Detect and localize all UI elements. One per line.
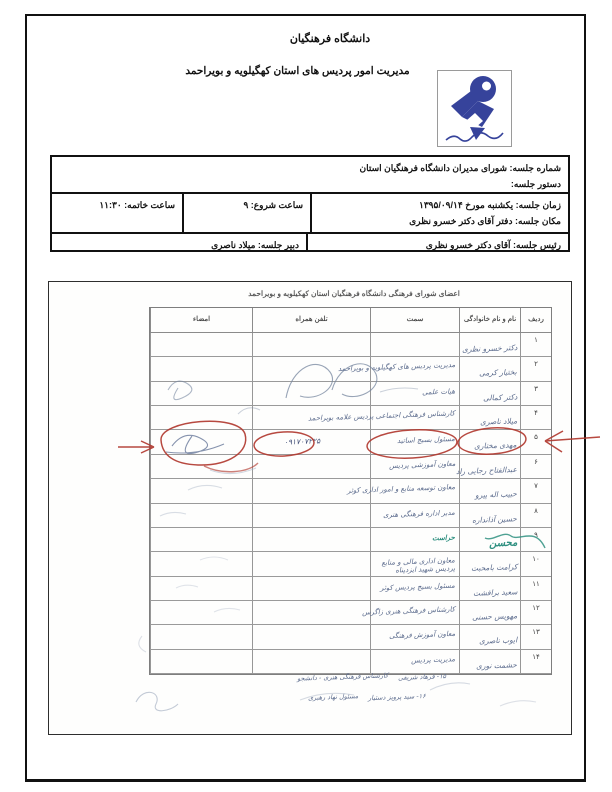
handwritten-position: هیات علمی (421, 387, 456, 397)
handwritten-name: محسن (488, 537, 518, 550)
meeting-number: شماره جلسه: شورای مدیران دانشگاه فرهنگیان استان (359, 163, 561, 173)
handwritten-name: مهویس حسنی (471, 611, 518, 622)
attendance-sig-cell (150, 528, 252, 552)
attendance-phone-cell (252, 552, 370, 576)
handwritten-position: مدیر اداره فرهنگی هنری (383, 508, 456, 519)
attendance-num-cell: ۱۰ (520, 552, 551, 576)
handwritten-position: معاون اداری مالی و منابع پردیس شهید ایزدپناه (381, 556, 456, 575)
meeting-number-row (52, 157, 568, 194)
attendance-position-cell (370, 577, 459, 601)
handwritten-position: مسئول بسیج اساتید (397, 435, 456, 446)
column-header-position: سمت (370, 308, 459, 333)
attendance-num-cell: ۱۴ (520, 650, 551, 674)
attendance-phone-cell (252, 430, 370, 454)
handwritten-position: مدیریت پردیس (410, 654, 456, 665)
attendance-num-cell: ۱۱ (520, 577, 551, 601)
handwritten-position: مسئول بسیج پردیس کوثر (380, 581, 456, 592)
attendance-sig-cell (150, 650, 252, 674)
attendance-name-cell (455, 455, 520, 479)
attendance-sig-cell (150, 455, 252, 479)
attendance-num-cell: ۲ (520, 357, 551, 381)
attendance-phone-cell (252, 577, 370, 601)
department-title: مدیریت امور پردیس های استان کهگیلویه و بویراحمد (185, 65, 410, 77)
attendance-name-cell (459, 552, 520, 576)
attendance-sig-cell (150, 577, 252, 601)
handwritten-name: دکتر کمالی (482, 392, 518, 403)
attendance-position-cell (370, 625, 459, 649)
end-time: ساعت خاتمه: ۱۱:۳۰ (99, 200, 175, 210)
column-header-name: نام و نام خانوادگی (459, 308, 520, 333)
attendance-phone-cell (252, 479, 370, 503)
meeting-location: مکان جلسه: دفتر آقای دکتر خسرو نظری (409, 216, 561, 226)
attendance-phone-cell (252, 625, 370, 649)
attendance-sig-cell (150, 504, 252, 528)
handwritten-name: حشمت نوری (475, 659, 518, 671)
handwritten-position: کارشناس فرهنگی اجتماعی پردیس علامه بویراحمد (307, 409, 456, 423)
attendance-num-cell: ۶ (520, 455, 551, 479)
handwritten-position: کارشناس فرهنگی هنری زاگرس (361, 605, 456, 617)
attendance-name-cell (459, 357, 520, 381)
attendance-phone-cell (252, 528, 370, 552)
attendance-phone-cell (252, 382, 370, 406)
attendance-sig-cell (150, 333, 252, 357)
attendance-name-cell (459, 430, 520, 454)
start-time: ساعت شروع: ۹ (182, 194, 310, 232)
attendance-table (149, 307, 552, 675)
attendance-sig-cell (150, 430, 252, 454)
attendance-position-cell (337, 357, 459, 381)
chairman: رئیس جلسه: آقای دکتر خسرو نظری (306, 234, 568, 252)
extra-row-name: ۱۵- فرهاد شریفی (397, 672, 447, 682)
attendance-name-cell (459, 333, 520, 357)
handwritten-position: معاون توسعه منابع و امور اداری کوثر (346, 483, 456, 496)
attendance-name-cell (459, 406, 520, 430)
handwritten-position: مدیریت پردیس های کهگیلویه و بویراحمد (337, 361, 456, 374)
column-header-sig: امضاء (150, 308, 252, 333)
attendance-num-cell: ۱۳ (520, 625, 551, 649)
attendance-sig-cell (150, 601, 252, 625)
attendance-num-cell: ۷ (520, 479, 551, 503)
attendance-phone-cell (252, 333, 370, 357)
handwritten-name: دکتر خسرو نظری (461, 343, 518, 354)
handwritten-phone: ۰۹۱۷۰۷۲۲۵ (283, 436, 321, 448)
column-header-num: ردیف (520, 308, 551, 333)
handwritten-position: معاون آموزش فرهنگی (388, 630, 456, 641)
attendance-num-cell: ۱ (520, 333, 551, 357)
attendance-position-cell (370, 455, 459, 479)
attendance-position-cell (370, 333, 459, 357)
handwritten-name: میلاد ناصری (479, 416, 518, 427)
column-header-phone: تلفن همراه (252, 308, 370, 333)
attendance-phone-cell (252, 650, 370, 674)
attendance-name-cell (459, 577, 520, 601)
attendance-name-cell (459, 504, 520, 528)
attendance-sheet-scan (48, 281, 572, 735)
attendance-position-cell (361, 601, 459, 625)
attendance-num-cell: ۹ (520, 528, 551, 552)
handwritten-name: ایوب ناصری (478, 635, 518, 646)
attendance-name-cell (459, 650, 520, 674)
handwritten-name: حبیب اله پیرو (475, 489, 518, 500)
attendance-num-cell: ۵ (520, 430, 551, 454)
attendance-extra-row (266, 673, 446, 681)
extra-row-name: ۱۶- سید پرویز دستیار (368, 691, 427, 703)
handwritten-name: کرامت بامحبت (470, 562, 518, 574)
attendance-phone-cell (252, 357, 370, 381)
attendance-name-cell (459, 382, 520, 406)
attendance-name-cell (459, 601, 520, 625)
attendance-num-cell: ۴ (520, 406, 551, 430)
attendance-num-cell: ۸ (520, 504, 551, 528)
attendance-name-cell (459, 528, 520, 552)
handwritten-position: حراست (431, 533, 456, 543)
handwritten-name: حسین آذانداره (471, 513, 518, 525)
attendance-position-cell (370, 552, 459, 576)
attendance-name-cell (459, 479, 520, 503)
attendance-sig-cell (150, 382, 252, 406)
attendance-position-cell (370, 382, 459, 406)
attendance-position-cell (370, 528, 459, 552)
handwritten-name: مهدی مختاری (474, 440, 518, 452)
university-title: دانشگاه فرهنگیان (289, 33, 371, 45)
attendance-sig-cell (150, 479, 252, 503)
attendance-position-cell (346, 479, 459, 503)
handwritten-name: سعید برافشت (472, 586, 518, 598)
extra-row-position: کارشناس فرهنگی هنری - دانشجو (296, 671, 389, 683)
attendance-position-cell (370, 430, 459, 454)
attendance-extra-row (246, 693, 426, 701)
attendance-sig-cell (150, 406, 252, 430)
attendance-phone-cell (252, 601, 370, 625)
handwritten-position: معاون آموزشی پردیس (388, 459, 456, 470)
attendance-sig-cell (150, 552, 252, 576)
attendance-num-cell: ۳ (520, 382, 551, 406)
secretary: دبیر جلسه: میلاد ناصری (211, 240, 299, 250)
attendance-sig-cell (150, 357, 252, 381)
attendance-phone-cell (252, 504, 370, 528)
attendance-position-cell (370, 504, 459, 528)
handwritten-name: عبدالفتاح رجایی راد (455, 464, 518, 476)
university-logo (437, 70, 512, 152)
attendance-title: اعضای شورای فرهنگی دانشگاه فرهنگیان استان کهکیلویه و بویراحمد (248, 289, 460, 298)
meeting-details-table (50, 155, 570, 252)
meeting-time: زمان جلسه: یکشنبه مورخ ۱۳۹۵/۰۹/۱۴ (419, 200, 561, 210)
attendance-name-cell (459, 625, 520, 649)
attendance-position-cell (370, 650, 459, 674)
attendance-num-cell: ۱۲ (520, 601, 551, 625)
attendance-sig-cell (150, 625, 252, 649)
attendance-position-cell (307, 406, 459, 430)
attendance-phone-cell (252, 406, 370, 430)
meeting-time-row (52, 194, 568, 234)
agenda-label: دستور جلسه: (510, 179, 561, 189)
handwritten-name: بختیار کرمی (479, 367, 518, 379)
extra-row-position: مسئول نهاد رهبری (307, 692, 359, 702)
meeting-roles-row (52, 234, 568, 252)
attendance-phone-cell (252, 455, 370, 479)
